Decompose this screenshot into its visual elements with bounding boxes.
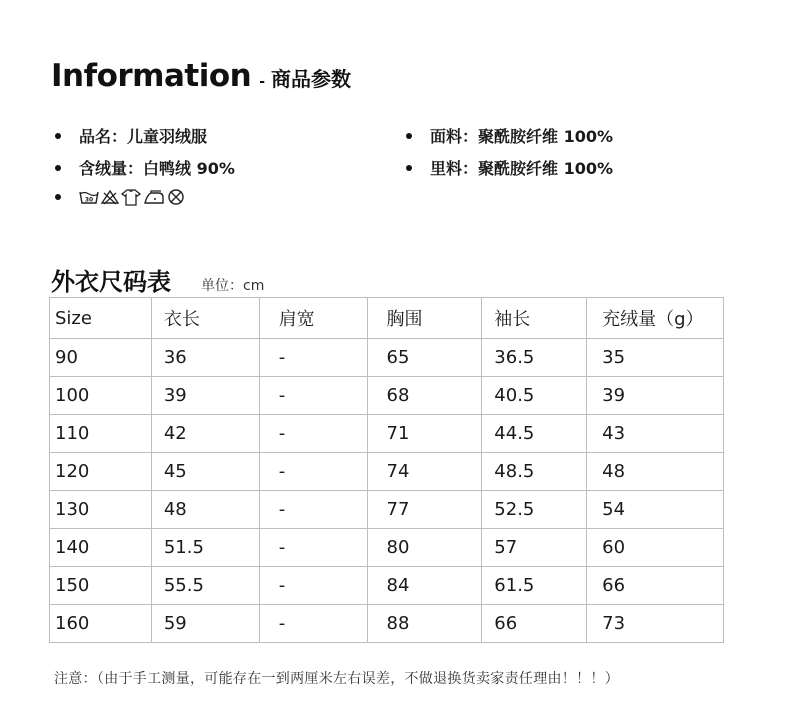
table-cell: 150 [50,567,152,605]
table-header-cell: 胸围 [367,298,482,339]
info-item-label: 里料：聚酰胺纤维 100% [430,159,614,178]
title-separator: - [259,74,266,90]
table-header-cell: 衣长 [151,298,259,339]
table-cell: - [259,415,367,453]
table-header-cell: Size [50,298,152,339]
table-cell: 65 [367,339,482,377]
table-row [50,491,724,529]
table-cell: 71 [367,415,482,453]
info-item-fabric [406,124,613,147]
size-table [49,297,724,643]
table-cell: 51.5 [151,529,259,567]
info-item-name [55,124,207,147]
bullet-dot [55,133,61,139]
table-cell: 48.5 [482,453,587,491]
info-item-lining [406,156,613,179]
info-item-label: 品名：儿童羽绒服 [79,127,208,146]
table-cell: - [259,339,367,377]
no-dry-clean-icon [167,188,185,206]
table-cell: 77 [367,491,482,529]
table-cell: 66 [587,567,724,605]
info-item-down [55,156,235,179]
page-header [51,58,351,94]
table-cell: - [259,491,367,529]
table-cell: 61.5 [482,567,587,605]
table-cell: - [259,605,367,643]
table-cell: 48 [587,453,724,491]
no-bleach-icon [101,189,119,205]
bullet-dot [406,165,412,171]
table-cell: 35 [587,339,724,377]
table-cell: - [259,453,367,491]
table-header-cell: 肩宽 [259,298,367,339]
table-cell: 52.5 [482,491,587,529]
table-cell: 74 [367,453,482,491]
wash-30-icon [79,189,99,205]
table-header-row [50,298,724,339]
table-cell: 120 [50,453,152,491]
info-item-label: 含绒量：白鸭绒 90% [79,159,235,178]
measurement-note: 注意：（由于手工测量，可能存在一到两厘米左右误差，不做退换货卖家责任理由！！！） [54,671,619,687]
bullet-dot [55,194,61,200]
table-cell: 40.5 [482,377,587,415]
table-cell: 80 [367,529,482,567]
table-cell: 39 [587,377,724,415]
table-row [50,339,724,377]
title-english: Information [51,58,252,94]
table-row [50,415,724,453]
table-cell: 44.5 [482,415,587,453]
table-cell: 45 [151,453,259,491]
table-row [50,377,724,415]
table-cell: 100 [50,377,152,415]
table-cell: 68 [367,377,482,415]
size-chart-unit: 单位：cm [201,278,265,294]
table-cell: - [259,377,367,415]
table-cell: 84 [367,567,482,605]
table-cell: 66 [482,605,587,643]
table-cell: 36.5 [482,339,587,377]
table-cell: 57 [482,529,587,567]
care-icons [79,188,185,206]
table-cell: 60 [587,529,724,567]
info-item-label: 面料：聚酰胺纤维 100% [430,127,614,146]
iron-icon [143,189,165,205]
bullet-dot [406,133,412,139]
table-cell: 54 [587,491,724,529]
table-cell: 73 [587,605,724,643]
table-cell: 43 [587,415,724,453]
table-row [50,567,724,605]
table-cell: 55.5 [151,567,259,605]
table-cell: 42 [151,415,259,453]
bullet-dot [55,165,61,171]
table-cell: 160 [50,605,152,643]
table-cell: 130 [50,491,152,529]
table-row [50,605,724,643]
table-row [50,529,724,567]
table-cell: 90 [50,339,152,377]
table-cell: 59 [151,605,259,643]
table-cell: 110 [50,415,152,453]
size-chart-title: 外衣尺码表 [51,268,171,296]
table-cell: 36 [151,339,259,377]
table-cell: - [259,567,367,605]
size-chart-header [51,262,264,297]
table-cell: 39 [151,377,259,415]
table-header-cell: 充绒量（g） [587,298,724,339]
size-table-body [50,298,724,643]
table-cell: - [259,529,367,567]
table-cell: 88 [367,605,482,643]
table-cell: 140 [50,529,152,567]
table-header-cell: 袖长 [482,298,587,339]
care-instructions [55,188,185,206]
hang-dry-icon [121,188,141,206]
title-chinese: 商品参数 [271,67,352,91]
wash-temp-label: 30 [84,196,94,204]
table-row [50,453,724,491]
table-cell: 48 [151,491,259,529]
